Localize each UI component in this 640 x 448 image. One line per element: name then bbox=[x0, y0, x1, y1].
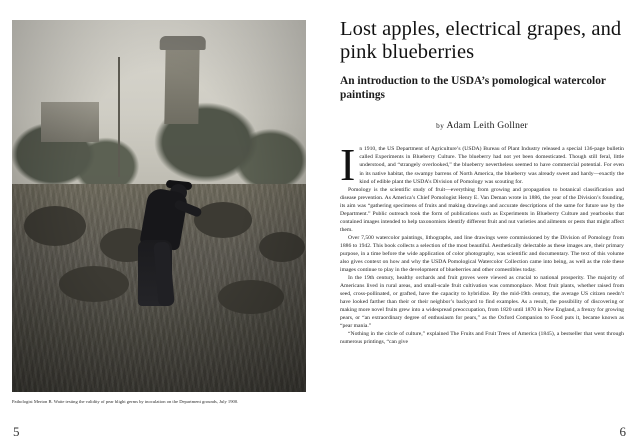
historical-photograph-pear-blight-inoculation bbox=[12, 20, 306, 392]
paragraph: Over 7,500 watercolor paintings, lithographs, and line drawings were commissioned by the Division of Pomology from 1886 to 1942. This book collects a selection of the most beautiful. Aesthetically delectable as these images are, their primary purpose, in a time before the wide application of color photography, was scientific and documentary. The text of this volume also gives context on how and why the USDA Pomological Watercolor Collection came into being, as well as the role these images continue to play in the development of blueberries and other comestibles today. bbox=[340, 234, 624, 273]
right-page bbox=[320, 0, 640, 448]
paragraph: “Nothing in the circle of culture,” explained The Fruits and Fruit Trees of America (1845), a bestseller that went through numerous printings, “can give bbox=[340, 331, 624, 346]
photo-tower bbox=[164, 46, 199, 124]
paragraph bbox=[340, 139, 624, 191]
page-subtitle: An introduction to the USDA’s pomological watercolor paintings bbox=[340, 74, 606, 102]
drop-cap: I bbox=[340, 139, 356, 191]
article-body bbox=[340, 139, 624, 346]
paragraph: In the 19th century, healthy orchards and fruit groves were viewed as crucial to national prosperity. The majority of Americans lived in rural areas, and small-scale fruit cultivation was commonplace. Most fruit plants, whether raised from seed, cross-pollinated, or grafted, have the capacity to hybridize. By the mid-19th century, the average US citizen needn’t have looked farther than their or their neighbor’s backyard to find examples. As a result, the possibility of discovering or making more novel fruits grew into a widespread preoccupation, from 1820 until 1870 in New England, a frenzy for growing pears, or “an extraordinary degree of enthusiasm for pears,” as the Oxford Companion to Food puts it, became known as “pear mania.” bbox=[340, 274, 624, 330]
page-number-right: 6 bbox=[619, 424, 626, 439]
photo-figure-pathologist bbox=[130, 184, 204, 312]
paragraph: Pomology is the scientific study of fruit—everything from growing and propagation to botanical classification and disease prevention. As America’s Chief Pomologist Henry E. Van Deman wrote in 1886, the year of the Division’s founding, its aim was “gathering specimens of fruits and making drawings and accurate descriptions of the same for future use by the Department.” Public outreach took the form of publications such as Experiments in Blueberry Culture and yearbooks that contained images intended to help taxonomists identify different fruit and nut varieties and ailments or pests that might affect them. bbox=[340, 186, 624, 233]
page-number-left: 5 bbox=[13, 424, 20, 439]
byline-author: Adam Leith Gollner bbox=[446, 120, 528, 132]
photo-caption: Pathologist Merton B. Waite testing the validity of pear blight germs by inoculation on the Department grounds, July 1900. bbox=[12, 399, 239, 404]
photo-shrub bbox=[24, 206, 86, 246]
photo-pole bbox=[118, 57, 120, 177]
page-title: Lost apples, electrical grapes, and pink blueberries bbox=[340, 18, 622, 63]
paragraph-text: n 1910, the US Department of Agriculture’s (USDA) Bureau of Plant Industry released a special 136-page bulletin called Experiments in Blueberry Culture. The blueberry had not yet been domesticated. Though still feral, little understood, and “strangely overlooked,” the blueberry nevertheless seemed to have commercial potential. For even in its native habitat, the swampy barrens of North America, the blueberry was already sweet and hardy—exactly the kind of edible plant the USDA’s Division of Pomology was scouting for. bbox=[359, 146, 624, 185]
byline-prefix: by bbox=[436, 122, 445, 131]
photo-shrub bbox=[59, 266, 129, 302]
photo-shrub bbox=[259, 232, 305, 262]
photo-building bbox=[41, 102, 99, 142]
byline bbox=[340, 120, 624, 131]
